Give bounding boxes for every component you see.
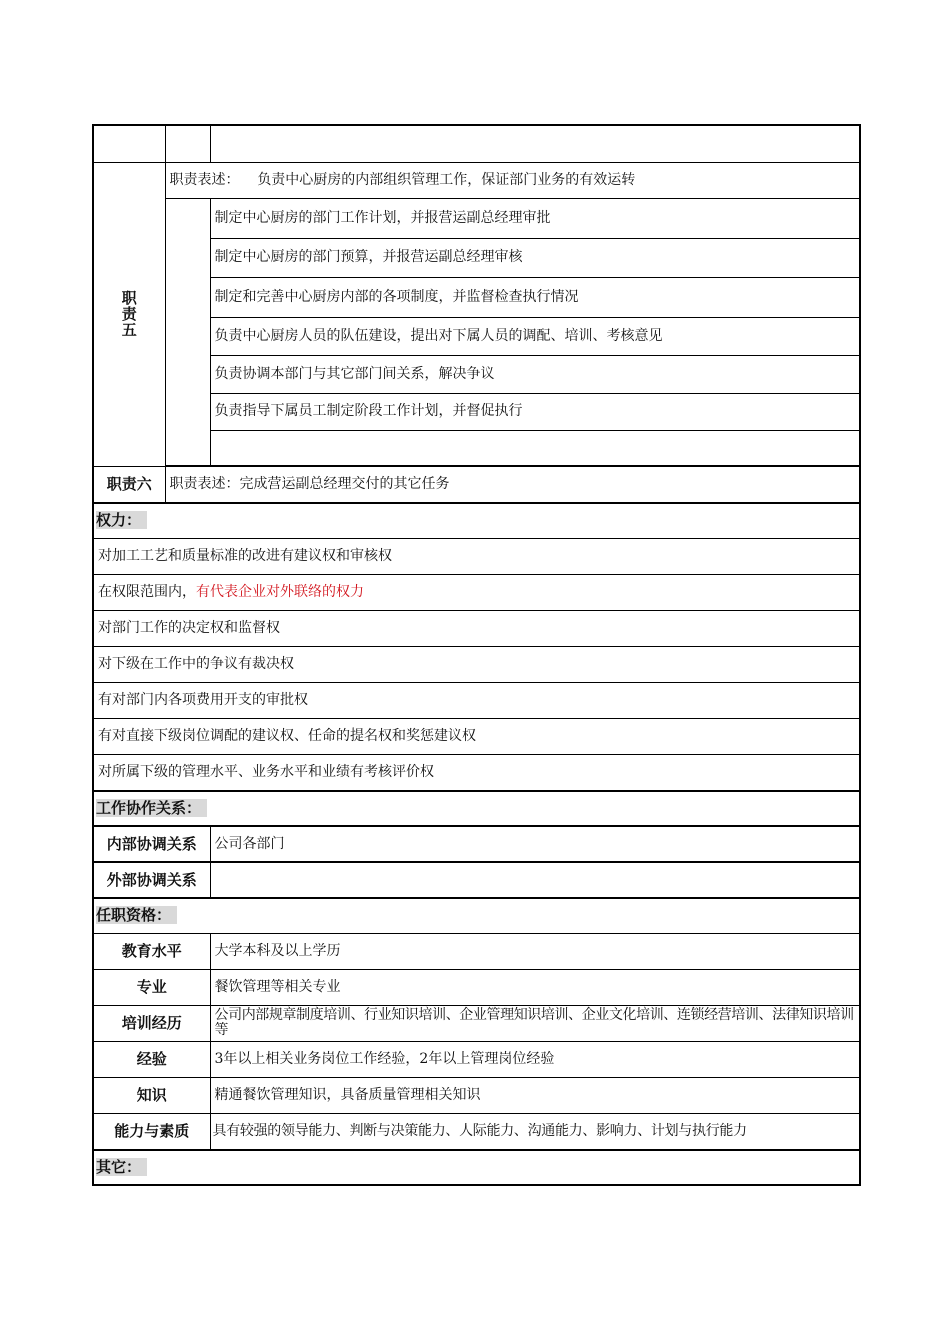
qualification-label: 经验 [93,1041,210,1077]
cooperation-title: 工作协作关系： [96,799,207,817]
duty5-label-char: 职 [121,289,137,307]
power-row [93,538,860,574]
qualification-value: 具有较强的领导能力、判断与决策能力、人际能力、沟通能力、影响力、计划与执行能力 [210,1113,860,1150]
empty-top-row [93,125,860,162]
duty5-label-char: 责 [121,305,137,323]
duty6-label: 职责六 [93,466,165,503]
qualification-value: 3年以上相关业务岗位工作经验，2年以上管理岗位经验 [210,1041,860,1077]
qualification-label: 知识 [93,1077,210,1113]
duty5-label [93,162,165,466]
qualification-row [93,969,860,1005]
cooperation-header-row [93,791,860,826]
qualification-row [93,1005,860,1041]
power-row [93,754,860,791]
duty5-task: 负责指导下属员工制定阶段工作计划，并督促执行 [210,393,860,430]
power-item: 对部门工作的决定权和监督权 [93,610,860,646]
qualification-row [93,1113,860,1150]
power-row [93,682,860,718]
internal-value: 公司各部门 [210,826,860,862]
duty5-task: 制定和完善中心厨房内部的各项制度，并监督检查执行情况 [210,277,860,317]
qualification-row [93,1041,860,1077]
duty5-statement-prefix: 职责表述： [169,171,240,188]
power-row [93,718,860,754]
power-row [93,610,860,646]
qualification-row [93,1077,860,1113]
empty-cell [93,125,165,162]
duty5-statement [165,162,860,198]
power-item: 对加工工艺和质量标准的改进有建议权和审核权 [93,538,860,574]
duty5-statement-row [93,162,860,198]
external-row [93,862,860,898]
empty-cell [210,125,860,162]
other-title: 其它： [96,1158,147,1176]
duty5-task-indent [165,198,210,465]
duty5-task: 制定中心厨房的部门预算，并报营运副总经理审核 [210,238,860,277]
powers-title: 权力： [96,511,147,529]
qualification-row [93,933,860,969]
qualification-label: 教育水平 [93,933,210,969]
qualification-label: 专业 [93,969,210,1005]
external-value [210,862,860,898]
duty5-task: 制定中心厨房的部门工作计划，并报营运副总经理审批 [210,198,860,238]
qualification-value: 大学本科及以上学历 [210,933,860,969]
internal-label: 内部协调关系 [93,826,210,862]
duty5-task-row [93,198,860,238]
power-item-text: 在权限范围内， [98,583,196,600]
qualification-value: 精通餐饮管理知识，具备质量管理相关知识 [210,1077,860,1113]
other-header-row [93,1150,860,1185]
power-item [93,574,860,610]
qualifications-header-row [93,898,860,933]
duty5-task: 负责协调本部门与其它部门间关系，解决争议 [210,355,860,393]
qualification-value: 公司内部规章制度培训、行业知识培训、企业管理知识培训、企业文化培训、连锁经营培训、法律知识培训等 [210,1005,860,1041]
qualification-value: 餐饮管理等相关专业 [210,969,860,1005]
powers-header-row [93,503,860,538]
power-item-highlight: 有代表企业对外联络的权力 [196,583,364,600]
power-item: 对所属下级的管理水平、业务水平和业绩有考核评价权 [93,754,860,791]
qualification-label: 培训经历 [93,1005,210,1041]
power-item: 有对部门内各项费用开支的审批权 [93,682,860,718]
job-description-table [92,124,861,1186]
power-row [93,646,860,682]
duty6-row [93,466,860,503]
cooperation-header [93,791,860,826]
duty5-task-empty [210,430,860,465]
qualifications-header [93,898,860,933]
job-description-sheet [92,124,859,1186]
power-item: 对下级在工作中的争议有裁决权 [93,646,860,682]
power-row [93,574,860,610]
powers-header [93,503,860,538]
duty5-task: 负责中心厨房人员的队伍建设，提出对下属人员的调配、培训、考核意见 [210,317,860,355]
internal-row [93,826,860,862]
empty-cell [165,125,210,162]
duty5-statement-text: 负责中心厨房的内部组织管理工作，保证部门业务的有效运转 [257,171,636,188]
other-header [93,1150,860,1185]
qualification-label: 能力与素质 [93,1113,210,1150]
qualifications-title: 任职资格： [96,906,177,924]
external-label: 外部协调关系 [93,862,210,898]
power-item: 有对直接下级岗位调配的建议权、任命的提名权和奖惩建议权 [93,718,860,754]
duty6-statement: 职责表述：完成营运副总经理交付的其它任务 [165,466,860,503]
duty5-label-char: 五 [121,321,137,339]
